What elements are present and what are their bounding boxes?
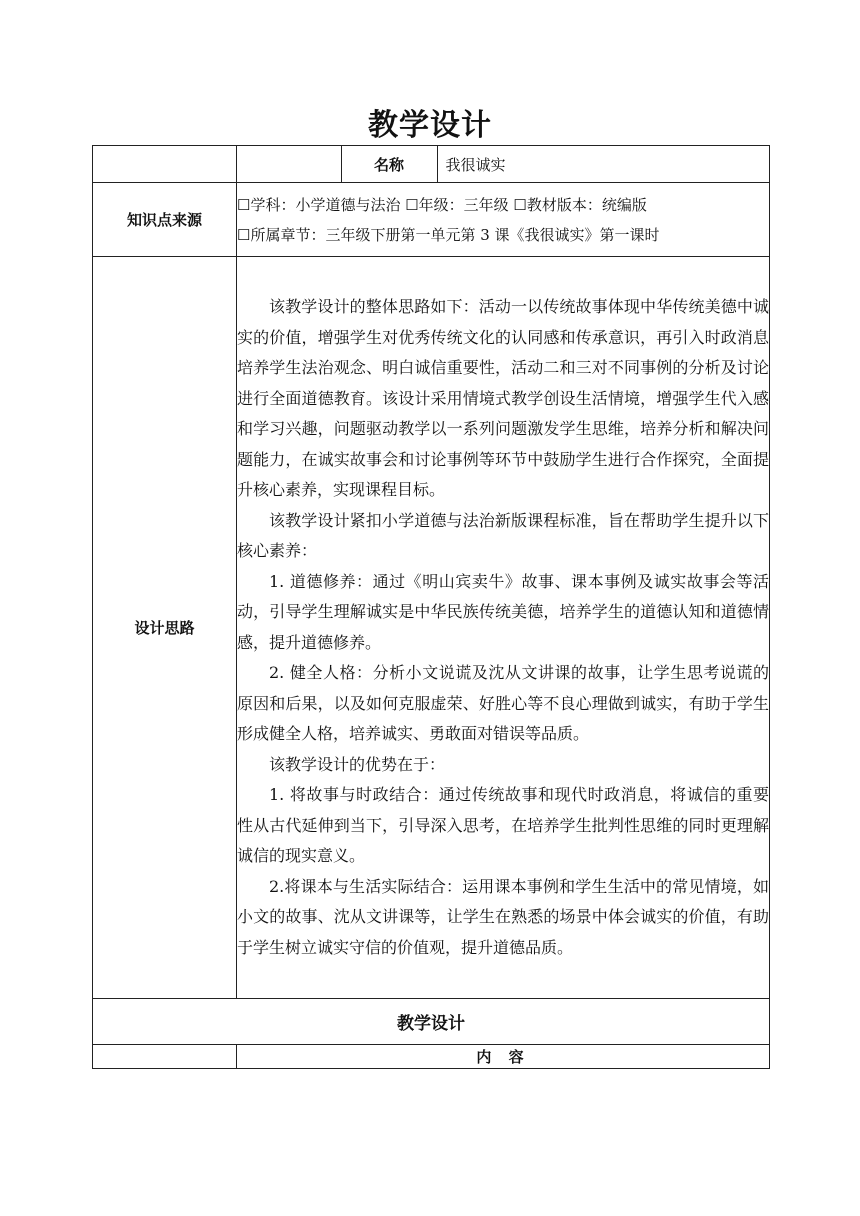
source-content	[237, 183, 770, 257]
name-row-cell	[237, 146, 770, 183]
content-heading: 内 容	[237, 1045, 770, 1069]
design-paragraph: 该教学设计的整体思路如下：活动一以传统故事体现中华传统美德中诚实的价值，增强学生对优秀传统文化的认同感和传承意识，再引入时政消息培养学生法治观念、明白诚信重要性，活动二和三对不同事例的分析及讨论进行全面道德教育。该设计采用情境式教学创设生活情境，增强学生代入感和学习兴趣，问题驱动教学以一系列问题激发学生思维，培养分析和解决问题能力，在诚实故事会和讨论事例等环节中鼓励学生进行合作探究，全面提升核心素养，实现课程目标。	[237, 297, 769, 499]
design-paragraph: 该教学设计紧扣小学道德与法治新版课程标准，旨在帮助学生提升以下核心素养：	[237, 510, 769, 560]
content-heading-row	[93, 1045, 770, 1069]
source-label: 知识点来源	[93, 183, 237, 257]
source-line-subject: ☐学科：小学道德与法治 ☐年级：三年级 ☐教材版本：统编版	[237, 195, 647, 214]
name-label: 名称	[341, 146, 437, 182]
lesson-design-table	[92, 145, 770, 1069]
design-paragraph: 该教学设计的优势在于：	[269, 754, 446, 774]
design-content	[237, 257, 770, 999]
section-heading-row	[93, 999, 770, 1045]
name-row-empty-cell	[93, 146, 237, 183]
source-line-chapter: ☐所属章节：三年级下册第一单元第 3 课《我很诚实》第一课时	[237, 225, 660, 244]
name-row	[93, 146, 770, 183]
section-heading: 教学设计	[93, 999, 770, 1045]
design-paragraph: 1. 将故事与时政结合：通过传统故事和现代时政消息，将诚信的重要性从古代延伸到当下，引导深入思考，在培养学生批判性思维的同时更理解诚信的现实意义。	[237, 785, 769, 865]
name-inner-table	[237, 146, 769, 182]
name-value: 我很诚实	[445, 155, 506, 174]
design-paragraph: 2.将课本与生活实际结合：运用课本事例和学生生活中的常见情境，如小文的故事、沈从文讲课等，让学生在熟悉的场景中体会诚实的价值，有助于学生树立诚实守信的价值观，提升道德品质。	[237, 876, 769, 957]
design-row	[93, 257, 770, 999]
source-row	[93, 183, 770, 257]
design-label: 设计思路	[93, 257, 237, 999]
design-paragraph: 2. 健全人格：分析小文说谎及沈从文讲课的故事，让学生思考说谎的原因和后果，以及如何克服虚荣、好胜心等不良心理做到诚实，有助于学生形成健全人格，培养诚实、勇敢面对错误等品质。	[237, 663, 769, 743]
document-title: 教学设计	[368, 108, 492, 143]
name-spacer-cell	[237, 146, 341, 182]
content-empty-cell	[93, 1045, 237, 1069]
design-paragraph: 1. 道德修养：通过《明山宾卖牛》故事、课本事例及诚实故事会等活动，引导学生理解诚实是中华民族传统美德，培养学生的道德认知和道德情感，提升道德修养。	[237, 571, 769, 652]
